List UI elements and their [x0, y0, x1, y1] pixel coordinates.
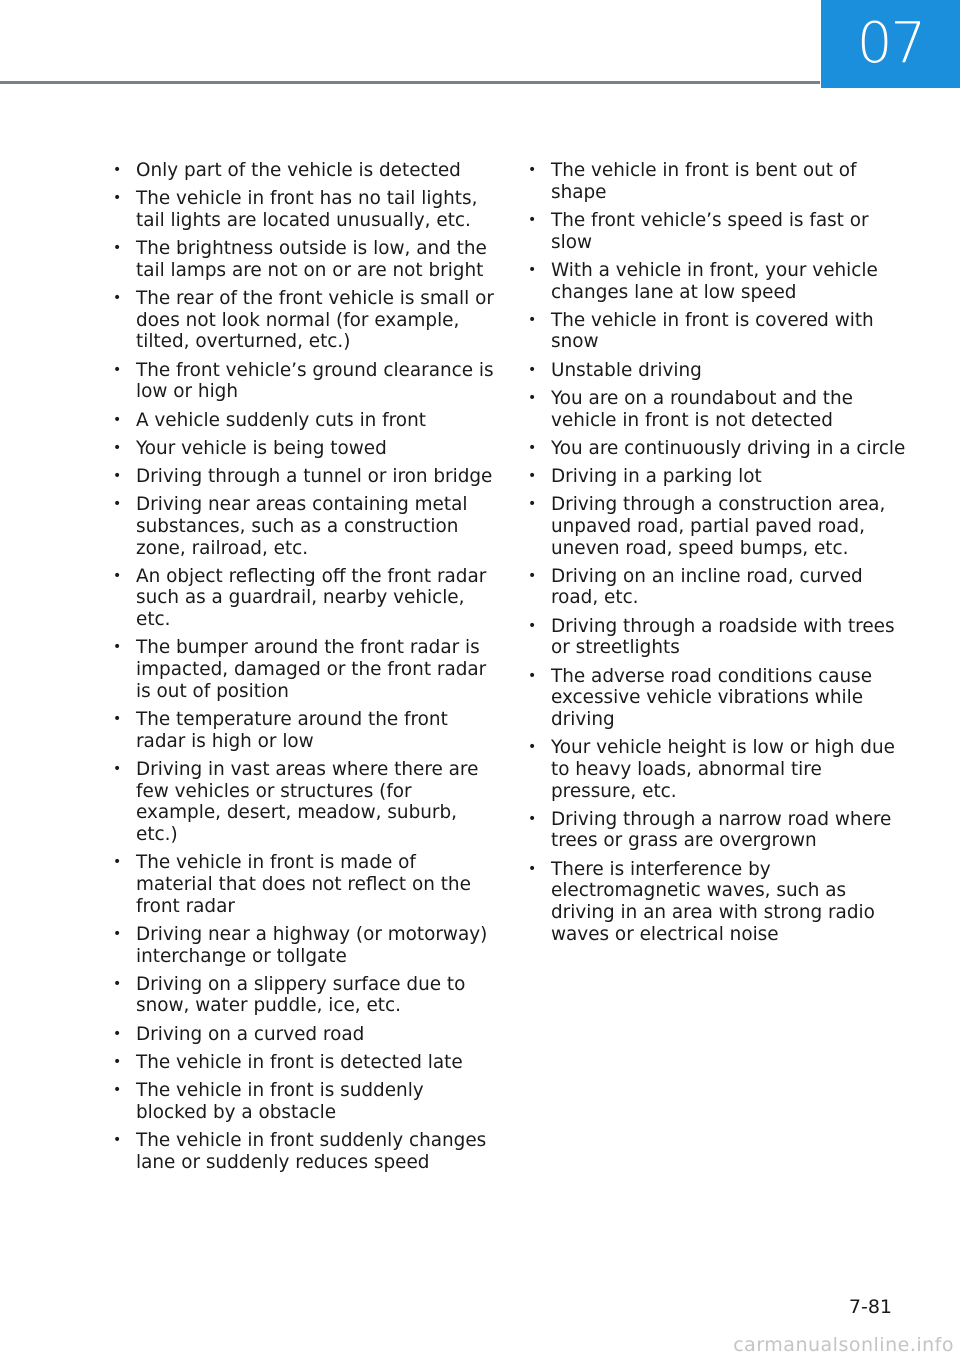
list-item-text: Driving on an incline road, curved road, etc.: [551, 565, 863, 609]
watermark: carmanualsonline.info: [733, 1334, 954, 1356]
list-item-text: Your vehicle height is low or high due to heavy loads, abnormal tire pressure, etc.: [551, 737, 895, 802]
left-column-list: [110, 160, 495, 1180]
bullet-icon: •: [113, 567, 122, 584]
bullet-icon: •: [113, 1131, 122, 1148]
list-item-text: Driving near a highway (or motorway) interchange or tollgate: [136, 923, 488, 967]
bullet-icon: •: [113, 411, 122, 428]
list-item-text: There is interference by electromagnetic waves, such as driving in an area with strong radio waves or electrical noise: [551, 858, 875, 945]
list-item: [525, 666, 910, 731]
bullet-icon: •: [528, 567, 537, 584]
list-item-text: The vehicle in front is bent out of shape: [551, 160, 857, 203]
bullet-icon: •: [113, 854, 122, 871]
bullet-icon: •: [113, 290, 122, 307]
list-item: [110, 924, 495, 967]
bullet-icon: •: [113, 162, 122, 178]
list-item-text: The front vehicle’s speed is fast or slow: [551, 209, 869, 253]
bullet-icon: •: [528, 617, 537, 634]
list-item-text: The brightness outside is low, and the tail lamps are not on or are not bright: [136, 238, 487, 281]
bullet-icon: •: [113, 1053, 122, 1070]
bullet-icon: •: [528, 389, 537, 406]
list-item: [525, 260, 910, 303]
list-item-text: Driving in a parking lot: [551, 465, 762, 487]
chapter-tab: 07: [821, 0, 960, 88]
bullet-icon: •: [113, 361, 122, 378]
list-item-text: The vehicle in front is detected late: [136, 1051, 463, 1073]
list-item: [525, 494, 910, 559]
list-item-text: The bumper around the front radar is impacted, damaged or the front radar is out of position: [136, 637, 487, 702]
list-item-text: The vehicle in front has no tail lights, tail lights are located unusually, etc.: [136, 188, 478, 231]
list-item-text: The vehicle in front is made of material that does not reflect on the front radar: [136, 852, 471, 917]
bullet-icon: •: [113, 760, 122, 777]
list-item-text: Driving through a narrow road where trees or grass are overgrown: [551, 808, 892, 852]
right-column-list: [525, 160, 910, 952]
list-item: [110, 188, 495, 231]
list-item: [525, 310, 910, 353]
bullet-icon: •: [113, 925, 122, 942]
list-item-text: Driving through a tunnel or iron bridge: [136, 465, 493, 487]
list-item: [110, 852, 495, 917]
list-item-text: Driving near areas containing metal substances, such as a construction zone, railroad, etc.: [136, 494, 468, 559]
bullet-icon: •: [113, 190, 122, 207]
bullet-icon: •: [113, 496, 122, 513]
bullet-icon: •: [113, 240, 122, 257]
list-item: [110, 360, 495, 403]
bullet-icon: •: [528, 667, 537, 684]
bullet-icon: •: [113, 710, 122, 727]
bullet-icon: •: [528, 467, 537, 484]
list-item-text: Your vehicle is being towed: [136, 437, 387, 459]
list-item-text: Driving in vast areas where there are few vehicles or structures (for example, desert, meadow, suburb, etc.): [136, 758, 479, 845]
list-item: [525, 737, 910, 802]
header-rule: [0, 81, 820, 84]
list-item-text: An object reflecting off the front radar such as a guardrail, nearby vehicle, etc.: [136, 565, 487, 631]
bullet-icon: •: [528, 211, 537, 228]
bullet-icon: •: [528, 361, 537, 378]
bullet-icon: •: [528, 439, 537, 456]
list-item: [525, 809, 910, 852]
bullet-icon: •: [113, 1025, 122, 1042]
bullet-icon: •: [113, 467, 122, 484]
list-item-text: The vehicle in front is suddenly blocked by a obstacle: [136, 1080, 424, 1123]
list-item: [525, 388, 910, 431]
list-item-text: Driving through a construction area, unpaved road, partial paved road, uneven road, speed bumps, etc.: [551, 494, 886, 559]
bullet-icon: •: [528, 739, 537, 756]
list-item: [110, 160, 495, 182]
list-item: [110, 438, 495, 460]
list-item-text: Driving through a roadside with trees or streetlights: [551, 615, 895, 659]
list-item: [110, 238, 495, 281]
list-item: [525, 210, 910, 253]
list-item: [525, 160, 910, 203]
list-item-text: The front vehicle’s ground clearance is low or high: [136, 359, 494, 403]
bullet-icon: •: [528, 162, 537, 178]
bullet-icon: •: [528, 311, 537, 328]
list-item-text: Driving on a curved road: [136, 1023, 365, 1045]
list-item: [110, 494, 495, 559]
list-item-text: The rear of the front vehicle is small or does not look normal (for example, tilted, overturned, etc.): [136, 288, 494, 353]
bullet-icon: •: [113, 975, 122, 992]
list-item: [525, 360, 910, 382]
list-item-text: The vehicle in front is covered with snow: [551, 309, 874, 353]
list-item: [110, 974, 495, 1017]
bullet-icon: •: [528, 496, 537, 513]
list-item: [110, 1052, 495, 1074]
bullet-icon: •: [113, 439, 122, 456]
page-number: 7-81: [848, 1296, 892, 1318]
list-item: [110, 288, 495, 353]
list-item-text: You are continuously driving in a circle: [551, 437, 906, 459]
list-item: [525, 616, 910, 659]
list-item: [110, 1024, 495, 1046]
list-item: [110, 759, 495, 846]
list-item: [110, 566, 495, 631]
list-item-text: The adverse road conditions cause excessive vehicle vibrations while driving: [551, 665, 873, 730]
bullet-icon: •: [528, 860, 537, 877]
list-item-text: Unstable driving: [551, 359, 702, 381]
list-item-text: Driving on a slippery surface due to snow, water puddle, ice, etc.: [136, 973, 466, 1017]
list-item: [525, 566, 910, 609]
list-item-text: Only part of the vehicle is detected: [136, 160, 461, 181]
bullet-icon: •: [113, 1082, 122, 1099]
list-item: [110, 637, 495, 702]
list-item: [525, 859, 910, 946]
list-item: [525, 466, 910, 488]
list-item-text: The vehicle in front suddenly changes lane or suddenly reduces speed: [136, 1129, 487, 1173]
list-item-text: You are on a roundabout and the vehicle in front is not detected: [551, 387, 853, 431]
list-item-text: With a vehicle in front, your vehicle changes lane at low speed: [551, 259, 878, 303]
list-item-text: The temperature around the front radar is high or low: [136, 708, 448, 752]
list-item: [525, 438, 910, 460]
bullet-icon: •: [113, 639, 122, 656]
bullet-icon: •: [528, 810, 537, 827]
bullet-icon: •: [528, 261, 537, 278]
list-item: [110, 1080, 495, 1123]
list-item: [110, 466, 495, 488]
list-item: [110, 1130, 495, 1173]
list-item: [110, 709, 495, 752]
list-item: [110, 410, 495, 432]
list-item-text: A vehicle suddenly cuts in front: [136, 409, 426, 431]
